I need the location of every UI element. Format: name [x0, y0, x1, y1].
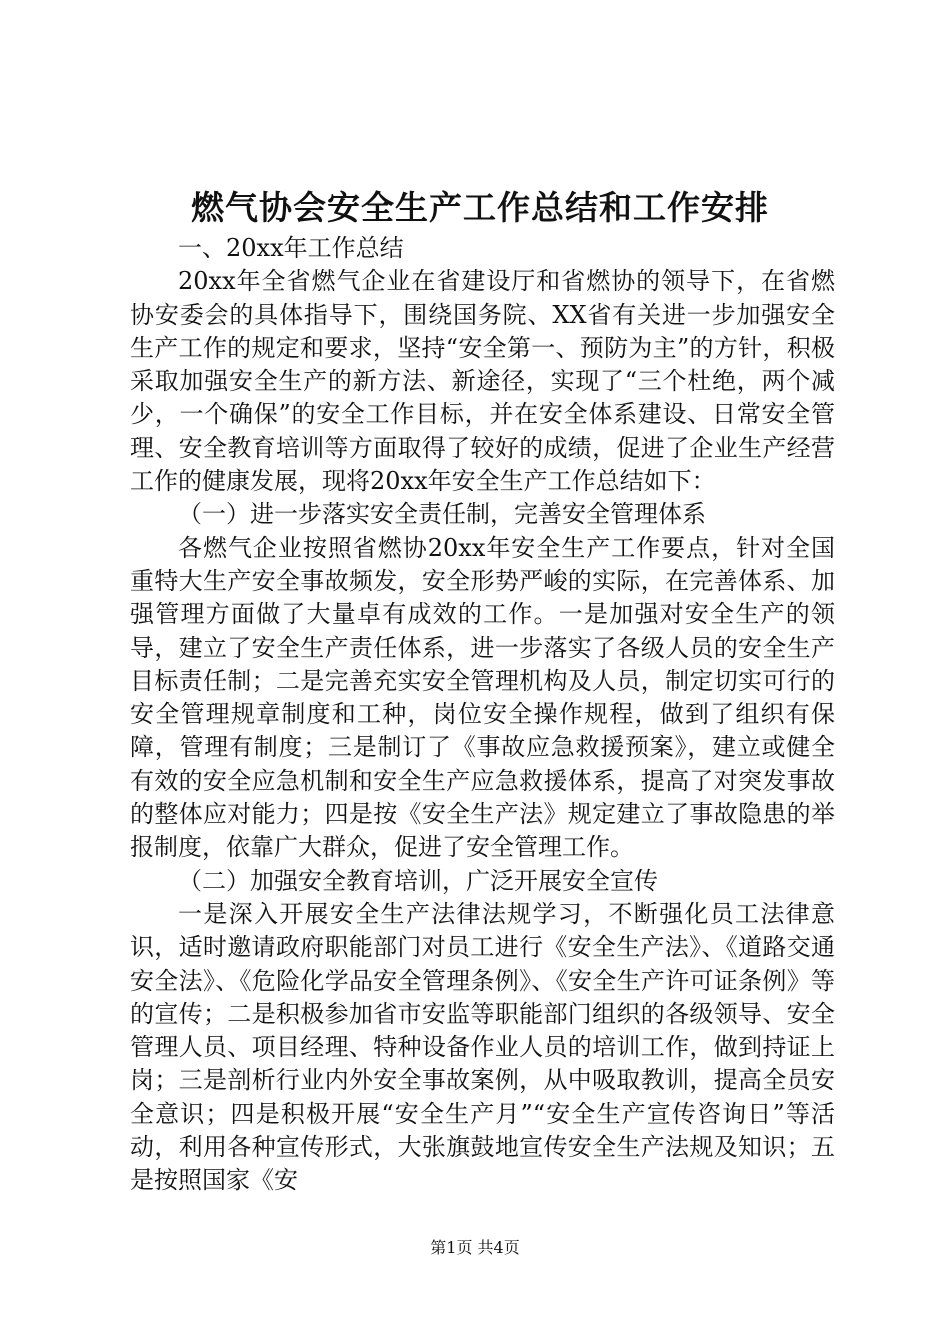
subsection-heading-2: （二）加强安全教育培训，广泛开展安全宣传 [178, 866, 658, 895]
paragraph-3: 一是深入开展安全生产法律法规学习，不断强化员工法律意识，适时邀请政府职能部门对员工进行《安全生产法》、《道路交通安全法》、《危险化学品安全管理条例》、《安全生产许可证条例》等的宣传；二是积极参加省市安监等职能部门组织的各级领导、安全管理人员、项目经理、特种设备作业人员的培训工作，做到持证上岗；三是剖析行业内外安全事故案例，从中吸取教训，提高全员安全意识；四是积极开展“安全生产月”“安全生产宣传咨询日”等活动，利用各种宣传形式，大张旗鼓地宣传安全生产法规及知识；五是按照国家《安 [130, 899, 835, 1195]
section-heading-1: 一、20xx年工作总结 [178, 234, 404, 262]
paragraph-2: 各燃气企业按照省燃协20xx年安全生产工作要点，针对全国重特大生产安全事故频发，安全形势严峻的实际，在完善体系、加强管理方面做了大量卓有成效的工作。一是加强对安全生产的领导，建立了安全生产责任体系，进一步落实了各级人员的安全生产目标责任制；二是完善充实安全管理机构及人员，制定切实可行的安全管理规章制度和工种，岗位安全操作规程，做到了组织有保障，管理有制度；三是制订了《事故应急救援预案》，建立或健全有效的安全应急机制和安全生产应急救援体系，提高了对突发事故的整体应对能力；四是按《安全生产法》规定建立了事故隐患的举报制度，依靠广大群众，促进了安全管理工作。 [130, 533, 835, 862]
page-footer: 第1页 共4页 [430, 1238, 520, 1257]
paragraph-1: 20xx年全省燃气企业在省建设厅和省燃协的领导下，在省燃协安委会的具体指导下，围绕国务院、XX省有关进一步加强安全生产工作的规定和要求，坚持“安全第一、预防为主”的方针，积极采取加强安全生产的新方法、新途径，实现了“三个杜绝，两个减少，一个确保”的安全工作目标，并在安全体系建设、日常安全管理、安全教育培训等方面取得了较好的成绩，促进了企业生产经营工作的健康发展，现将20xx年安全生产工作总结如下： [130, 267, 835, 496]
subsection-heading-1: （一）进一步落实安全责任制，完善安全管理体系 [178, 500, 706, 529]
document-body [130, 232, 835, 1198]
document-title: 燃气协会安全生产工作总结和工作安排 [191, 188, 769, 227]
